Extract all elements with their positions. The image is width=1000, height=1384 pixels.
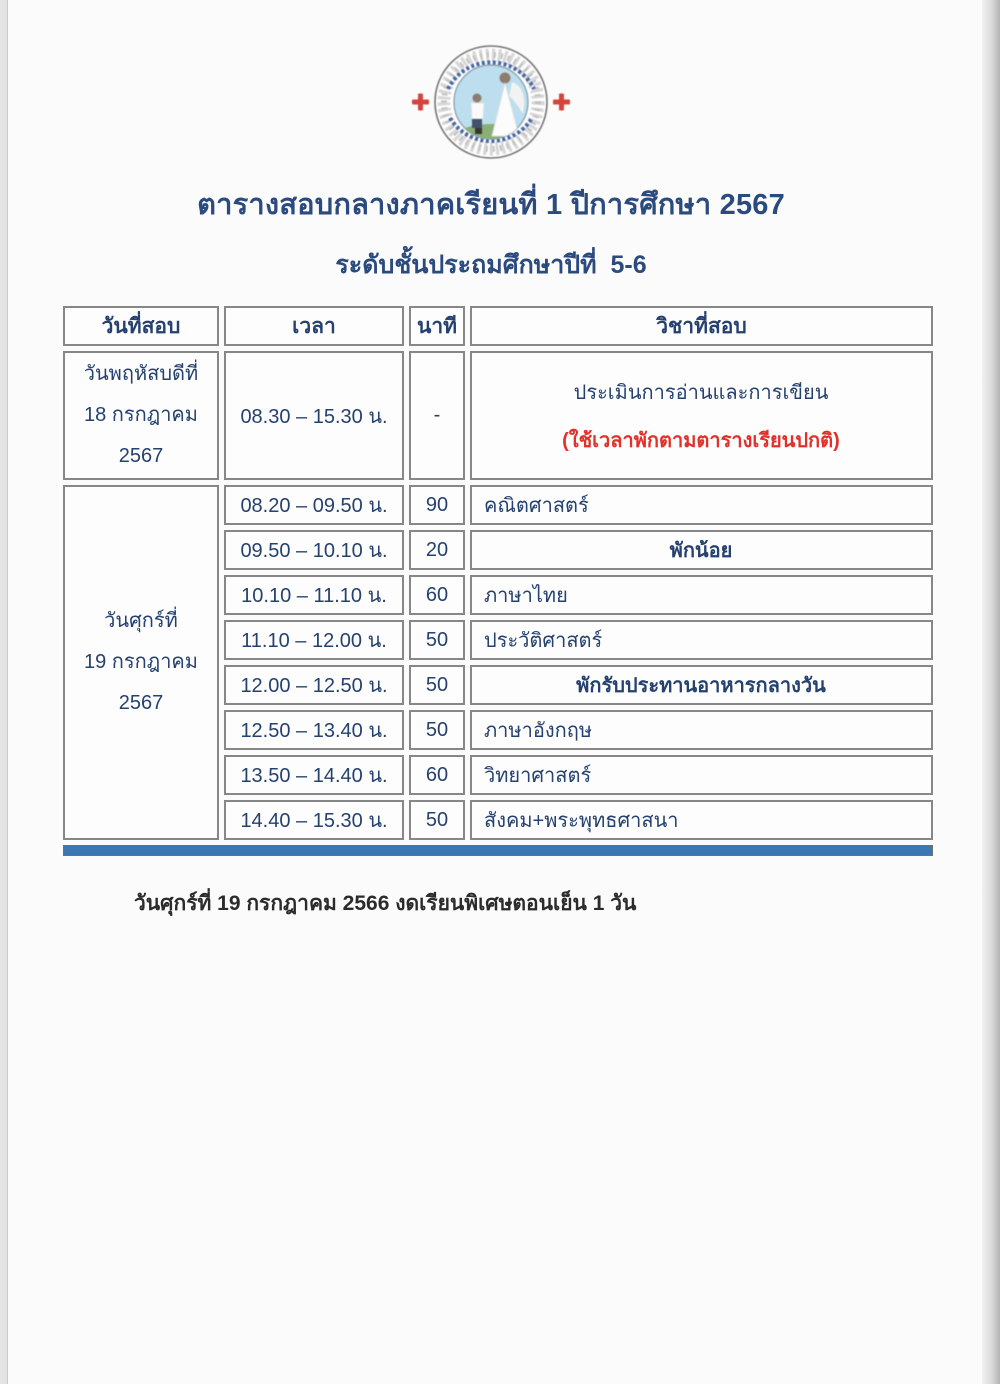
time-cell: 08.20 – 09.50 น. bbox=[224, 485, 404, 525]
cross-left-icon bbox=[412, 94, 429, 111]
col-header-minutes: นาที bbox=[409, 306, 465, 346]
subject-cell: ภาษาไทย bbox=[470, 575, 933, 615]
scrollbar-track[interactable] bbox=[982, 0, 1000, 1384]
time-cell: 12.00 – 12.50 น. bbox=[224, 665, 404, 705]
break-cell: พักน้อย bbox=[470, 530, 933, 570]
page-title: ตารางสอบกลางภาคเรียนที่ 1 ปีการศึกษา 2567 bbox=[197, 189, 785, 221]
assessment-label: ประเมินการอ่านและการเขียน bbox=[573, 381, 829, 404]
date-line: 2567 bbox=[118, 445, 164, 467]
subject-cell bbox=[470, 351, 933, 480]
minutes-cell: 50 bbox=[409, 800, 465, 840]
logo-container bbox=[0, 0, 982, 169]
cross-right-icon bbox=[553, 94, 570, 111]
minutes-cell: 60 bbox=[409, 575, 465, 615]
break-cell: พักรับประทานอาหารกลางวัน bbox=[470, 665, 933, 705]
subject-cell: สังคม+พระพุทธศาสนา bbox=[470, 800, 933, 840]
minutes-cell: 50 bbox=[409, 710, 465, 750]
col-header-subject: วิชาที่สอบ bbox=[470, 306, 933, 346]
minutes-cell: 60 bbox=[409, 755, 465, 795]
minutes-cell: 90 bbox=[409, 485, 465, 525]
subject-cell: วิทยาศาสตร์ bbox=[470, 755, 933, 795]
date-line: วันศุกร์ที่ bbox=[104, 610, 178, 632]
col-header-time: เวลา bbox=[224, 306, 404, 346]
page-subtitle: ระดับชั้นประถมศึกษาปีที่ 5-6 bbox=[335, 251, 647, 279]
bottom-accent-bar bbox=[63, 845, 933, 856]
accent-bar-row bbox=[63, 845, 933, 856]
date-line: 2567 bbox=[118, 692, 164, 714]
subject-cell: ภาษาอังกฤษ bbox=[470, 710, 933, 750]
footer-note: วันศุกร์ที่ 19 กรกฎาคม 2566 งดเรียนพิเศษตอนเย็น 1 วัน bbox=[134, 892, 637, 915]
col-header-exam-date: วันที่สอบ bbox=[63, 306, 219, 346]
minutes-cell: 50 bbox=[409, 620, 465, 660]
thursday-date-cell bbox=[63, 351, 219, 480]
assessment-note: (ใช้เวลาพักตามตารางเรียนปกติ) bbox=[562, 429, 840, 452]
time-cell: 10.10 – 11.10 น. bbox=[224, 575, 404, 615]
minutes-cell: - bbox=[409, 351, 465, 480]
table-row bbox=[63, 485, 933, 525]
time-cell: 13.50 – 14.40 น. bbox=[224, 755, 404, 795]
time-cell: 11.10 – 12.00 น. bbox=[224, 620, 404, 660]
exam-schedule-table bbox=[58, 301, 938, 861]
time-cell: 12.50 – 13.40 น. bbox=[224, 710, 404, 750]
minutes-cell: 50 bbox=[409, 665, 465, 705]
friday-date-cell bbox=[63, 485, 219, 840]
time-cell: 08.30 – 15.30 น. bbox=[224, 351, 404, 480]
date-line: 18 กรกฎาคม bbox=[84, 404, 198, 426]
subject-cell: ประวัติศาสตร์ bbox=[470, 620, 933, 660]
date-line: 19 กรกฎาคม bbox=[84, 651, 198, 673]
table-row bbox=[63, 351, 933, 480]
time-cell: 14.40 – 15.30 น. bbox=[224, 800, 404, 840]
time-cell: 09.50 – 10.10 น. bbox=[224, 530, 404, 570]
minutes-cell: 20 bbox=[409, 530, 465, 570]
date-line: วันพฤหัสบดีที่ bbox=[83, 363, 199, 385]
school-logo bbox=[406, 40, 576, 164]
subject-cell: คณิตศาสตร์ bbox=[470, 485, 933, 525]
table-header-row bbox=[63, 306, 933, 346]
